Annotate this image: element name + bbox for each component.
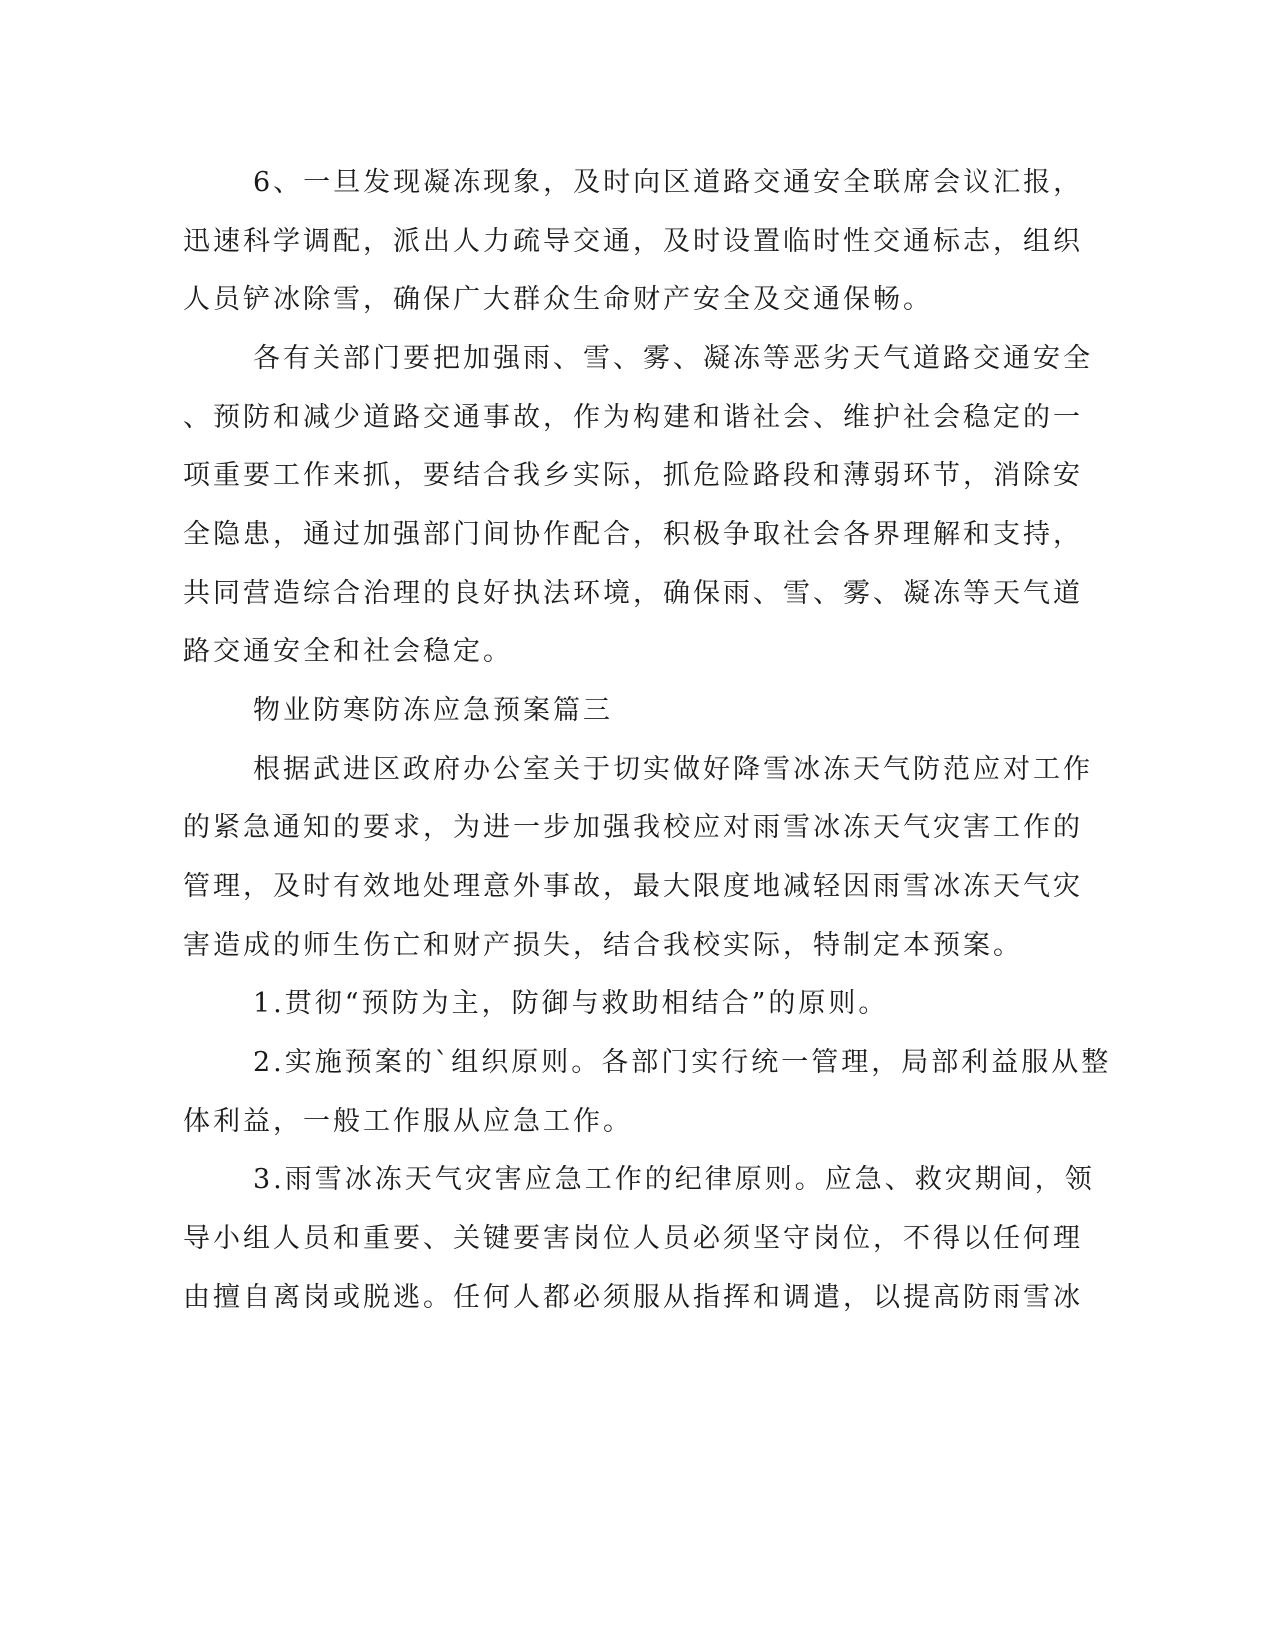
text-line: 、预防和减少道路交通事故，作为构建和谐社会、维护社会稳定的一 [183,402,1083,433]
text-line: 路交通安全和社会稳定。 [183,636,513,667]
text-line: 6、一旦发现凝冻现象，及时向区道路交通安全联席会议汇报， [253,167,1084,198]
text-line: 项重要工作来抓，要结合我乡实际，抓危险路段和薄弱环节，消除安 [183,460,1083,491]
text-line: 共同营造综合治理的良好执法环境，确保雨、雪、雾、凝冻等天气道 [183,578,1083,609]
text-line: 的紧急通知的要求，为进一步加强我校应对雨雪冰冻天气灾害工作的 [183,812,1083,843]
text-line: 迅速科学调配，派出人力疏导交通，及时设置临时性交通标志，组织 [183,226,1083,257]
text-line: 体利益，一般工作服从应急工作。 [183,1106,633,1137]
text-line: 人员铲冰除雪，确保广大群众生命财产安全及交通保畅。 [183,284,933,315]
text-line: 2.实施预案的`组织原则。各部门实行统一管理，局部利益服从整 [253,1047,1112,1078]
section-heading: 物业防寒防冻应急预案篇三 [253,695,613,726]
text-line: 害造成的师生伤亡和财产损失，结合我校实际，特制定本预案。 [183,930,1023,961]
text-line: 1.贯彻“预防为主，防御与救助相结合”的原则。 [253,988,889,1019]
text-line: 全隐患，通过加强部门间协作配合，积极争取社会各界理解和支持， [183,519,1083,550]
text-line: 管理，及时有效地处理意外事故，最大限度地减轻因雨雪冰冻天气灾 [183,871,1083,902]
text-line: 由擅自离岗或脱逃。任何人都必须服从指挥和调遣，以提高防雨雪冰 [183,1282,1083,1313]
text-line: 各有关部门要把加强雨、雪、雾、凝冻等恶劣天气道路交通安全 [253,343,1093,374]
text-line: 根据武进区政府办公室关于切实做好降雪冰冻天气防范应对工作 [253,754,1093,785]
text-line: 导小组人员和重要、关键要害岗位人员必须坚守岗位，不得以任何理 [183,1223,1083,1254]
text-line: 3.雨雪冰冻天气灾害应急工作的纪律原则。应急、救灾期间，领 [253,1164,1095,1195]
